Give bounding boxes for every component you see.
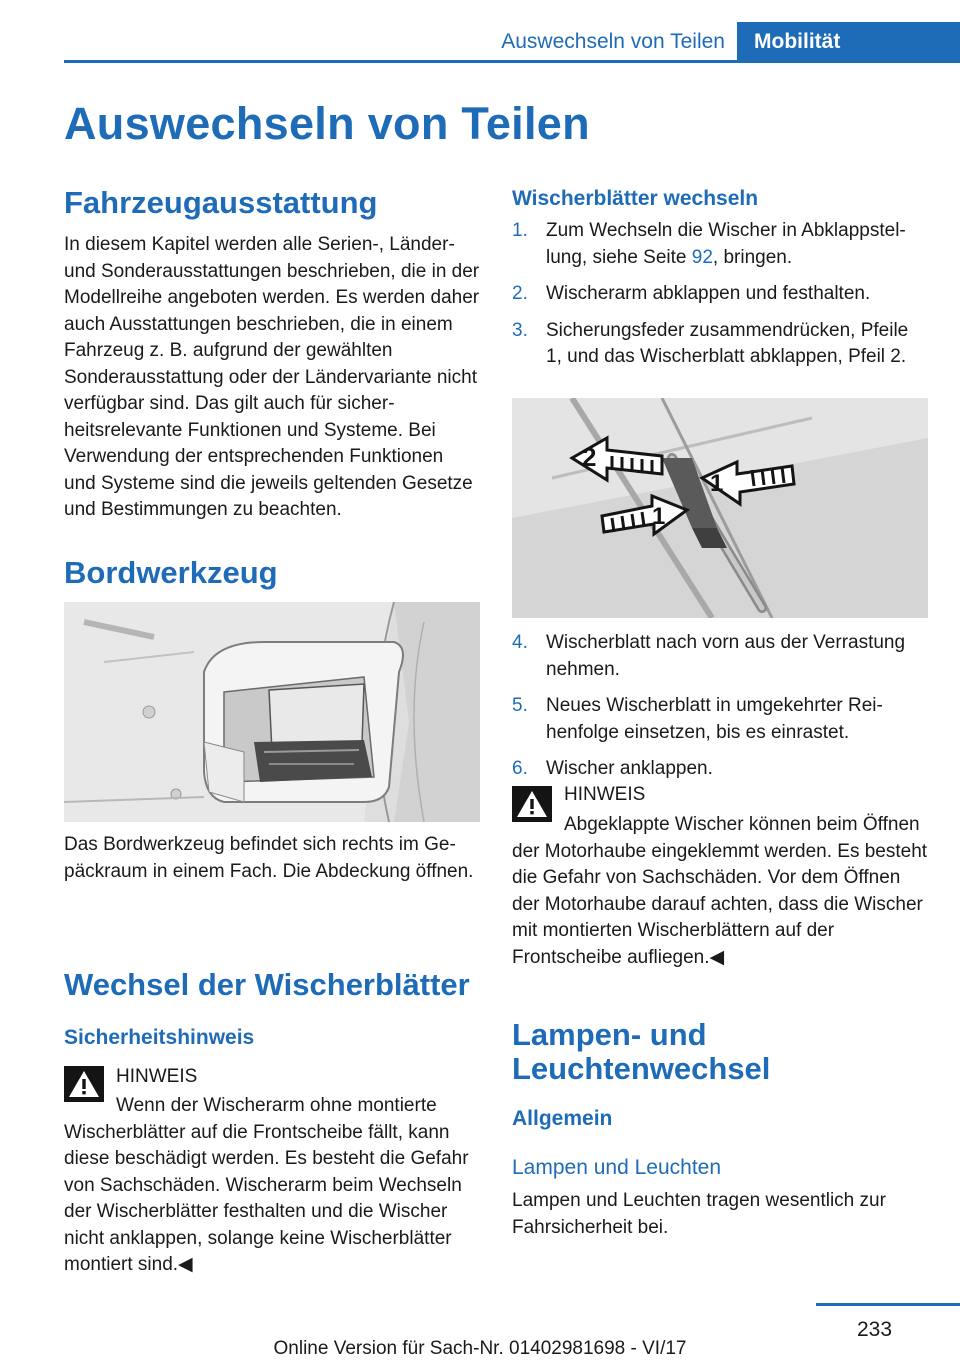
subsubsection-title-lampen-und-leuchten: Lampen und Leuchten — [512, 1156, 722, 1179]
warning-label: HINWEIS — [116, 1066, 198, 1087]
steps-list-a — [512, 218, 928, 381]
section-title-bordwerkzeug: Bordwerkzeug — [64, 555, 278, 590]
step-number: 4. — [512, 632, 528, 653]
warning-text: Wenn der Wischerarm ohne montierte Wischerblätter auf die Frontscheibe fällt, kann diese beschädigt werden. Es besteht die Gefahr von Sachschäden. Wischerarm beim Wechseln der Wischerblätter festhalten und die Wischer nicht anklappen, solange keine Wischerblätter montiert sind.◀ — [64, 1095, 469, 1275]
list-item: 2. Wischerarm abklappen und festhalten. — [512, 281, 928, 308]
list-item: 3. Sicherungsfeder zusammendrücken, Pfeile 1, und das Wischerblatt abklappen, Pfeil 2. — [512, 319, 909, 367]
toolkit-figure — [64, 602, 480, 822]
list-item: 6. Wischer anklappen. — [512, 756, 928, 783]
wiper-figure — [512, 398, 928, 618]
header-rule — [64, 60, 960, 63]
step-number: 3. — [512, 319, 528, 341]
arrow-label-2: 2 — [582, 442, 597, 472]
steps-list-b — [512, 630, 928, 793]
page-title: Auswechseln von Teilen — [64, 98, 590, 149]
page-link[interactable]: 92 — [691, 246, 713, 268]
paragraph-bordwerkzeug: Das Bordwerkzeug befindet sich rechts im Gepäckraum in einem Fach. Die Abdeckung öffnen. — [64, 834, 474, 882]
step-number: 2. — [512, 283, 528, 304]
section-title-wischerblaetter-wechseln: Wischerblätter wechseln — [512, 187, 759, 210]
warning-text: Abgeklappte Wischer können beim Öffnen der Motorhaube eingeklemmt werden. Es besteht die Gefahr von Sachschäden. Vor dem Öffnen der Motorhaube darauf achten, dass die Wischer mit montierten Wischerblättern auf der Frontscheibe aufliegen.◀ — [512, 814, 928, 968]
subsection-title-sicherheitshinweis: Sicherheitshinweis — [64, 1026, 255, 1049]
step-number: 6. — [512, 758, 528, 779]
running-header-section: Auswechseln von Teilen — [501, 30, 725, 53]
online-version-note: Online Version für Sach-Nr. 01402981698 - VI/17 — [273, 1338, 687, 1359]
left-column — [64, 186, 480, 524]
list-item: 4. Wischerblatt nach vorn aus der Verrastung nehmen. — [512, 632, 906, 680]
running-header-tab: Mobilität — [737, 22, 960, 63]
section-title-wischerblaetter: Wechsel der Wischerblätter — [64, 967, 470, 1002]
page-number: 233 — [857, 1318, 893, 1341]
step-number: 1. — [512, 220, 528, 241]
section-title-fahrzeugausstattung: Fahrzeugausstattung — [64, 185, 378, 220]
paragraph-lampen: Lampen und Leuchten tragen wesentlich zur Fahrsicherheit bei. — [512, 1190, 886, 1238]
subsection-title-allgemein: Allgemein — [512, 1107, 613, 1130]
section-title-lampenwechsel: Lampen- und Leuchtenwechsel — [512, 1017, 771, 1086]
footer-rule — [816, 1303, 960, 1306]
step-number: 5. — [512, 695, 528, 716]
list-item: 1. Zum Wechseln die Wischer in Abklappstellung, siehe Seite 92, bringen. — [512, 220, 906, 268]
trunk-compartment-illustration — [64, 602, 480, 822]
arrow-label-1a: 1 — [652, 503, 666, 530]
list-item: 5. Neues Wischerblatt in umgekehrter Reihenfolge einsetzen, bis es einrastet. — [512, 695, 883, 743]
wiper-blade-illustration — [512, 398, 928, 618]
warning-label: HINWEIS — [564, 784, 646, 805]
arrow-label-1b: 1 — [710, 470, 724, 497]
paragraph-fahrzeugausstattung: In diesem Kapitel werden alle Serien-, Länder- und Sonderausstattungen beschrieben, die in der Modellreihe angeboten werden. Es werden daher auch Ausstattungen beschrieben, die in einem Fahrzeug z. B. aufgrund der gewählten Sonderausstattung oder der Ländervariante nicht verfügbar sind. Das gilt auch für sicherheitsrelevante Funktionen und Systeme. Bei Verwendung der entsprechenden Funktionen und Systeme sind die jeweils geltenden Gesetze und Bestimmungen zu beachten. — [64, 234, 480, 520]
